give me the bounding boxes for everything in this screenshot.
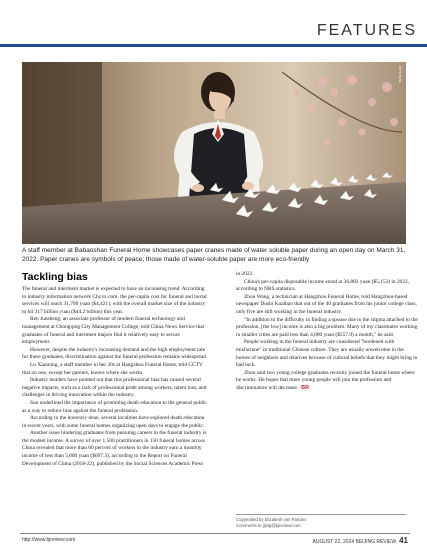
article-paragraph: People working in the funeral industry are considered "burdened with misfortune" in traditional Chinese culture. They are usually unwelcome in the homes of neighbors and relatives because of cultural beliefs that they might bring in bad luck. [236, 339, 418, 369]
article-paragraph [236, 370, 418, 393]
photo-credit: XINHUA [398, 66, 403, 83]
article-paragraph: However, despite the industry's increasing demand and the high employment rate for these graduates, discrimination against the funeral profession remains widespread. [22, 346, 208, 361]
issue-date: AUGUST 22, 2024 BEIJING REVIEW [312, 539, 397, 545]
article-paragraph: The funeral and interment market is expected to have an increasing trend. According to industry information network Chyxx.com, the per-capita cost for funeral and burial services will reach 31,700 yuan ($4,421), with the overall market size of the industry to hit 317 billion yuan ($44.2 billion) this year. [22, 286, 207, 315]
article-paragraph: Ren Junsheng, an associate professor of modern funeral technology and management at Chongqing City Management College, told China News Service that graduates of funeral and interment majors find it relatively easy to secure employment. [22, 316, 205, 346]
closing-paragraph-text: Zhou said two young college graduates recently joined the funeral home where he works. He hopes that more young people will join the profession and discrimination will decrease. [236, 369, 415, 391]
article-paragraph: Zhou Wang, a technician at Hangzhou Funeral Home, told Hangzhou-based newspaper Dushi Kuaibao that out of the 40 graduates from his junior college class, only five are still working in the funeral industry. [236, 293, 417, 315]
feature-photo [22, 62, 406, 244]
article-paragraph: Another issue hindering graduates from pursuing careers in the funeral industry is the modest income. A survey of over 1,500 practitioners in 150 funeral homes across China revealed that more than 60 percent of workers in the industry earn a monthly income of less than 5,000 yuan ($697.3), according to the Report on Funeral Development of China (2018-22), published by the Social Sciences Academic Press [22, 430, 207, 467]
comments-email[interactable]: Comments to jijing@bjreview.com [236, 523, 301, 528]
article-paragraph: Lu Xiaoning, a staff member in her 20s at Hangzhou Funeral Home, told CCTV that no one, except her parents, knows where she works. [22, 361, 203, 376]
article-paragraph: "In addition to the difficulty in finding a spouse due to the stigma attached to the profession, [the low] income is also a big problem. Many of my classmates working in smaller cities are paid less than 4,000 yuan ($557.9) a month," he said. [236, 316, 418, 338]
copyedit-credit: Copyedited by Elizabeth van Paridon [236, 517, 307, 522]
section-label: FEATURES [316, 22, 417, 39]
footer-issue [313, 536, 408, 545]
section-subhead: Tackling bias [22, 271, 88, 283]
header-rule [0, 44, 427, 47]
footer-rule [20, 533, 410, 534]
article-paragraph: According to the honorary dean, several localities have explored death education in recent years, with some funeral homes organizing open days to engage the public. [22, 415, 205, 429]
article-paragraph: China's per-capita disposable income stood at 36,883 yuan ($5,153) in 2022, according to NBS statistics. [236, 278, 410, 293]
article-column-right [236, 271, 418, 393]
footer-url[interactable]: http://www.bjreview.com [22, 537, 76, 543]
article-paragraph: Sun underlined the importance of promoting death education to the general public as a way to reduce bias against the funeral profession. [22, 399, 207, 414]
page-number: 41 [399, 536, 408, 545]
article-column-left [22, 271, 208, 468]
article-paragraph: Industry insiders have pointed out that this professional bias has caused several negative impacts, such as a lack of professional pride among workers, talent loss, and challenges in driving innovation within the industry. [22, 377, 207, 399]
article-paragraph: in 2022. [236, 271, 254, 277]
photo-funeral-home-paper-cranes [22, 62, 406, 244]
editorial-note [236, 514, 406, 529]
end-mark: BR [301, 384, 310, 391]
photo-caption: A staff member at Babaoshan Funeral Home showcases paper cranes made of water soluble paper during an open day on March 31, 2022. Paper cranes are symbols of peace; those made of water-soluble paper are more eco-friendly [22, 247, 406, 264]
